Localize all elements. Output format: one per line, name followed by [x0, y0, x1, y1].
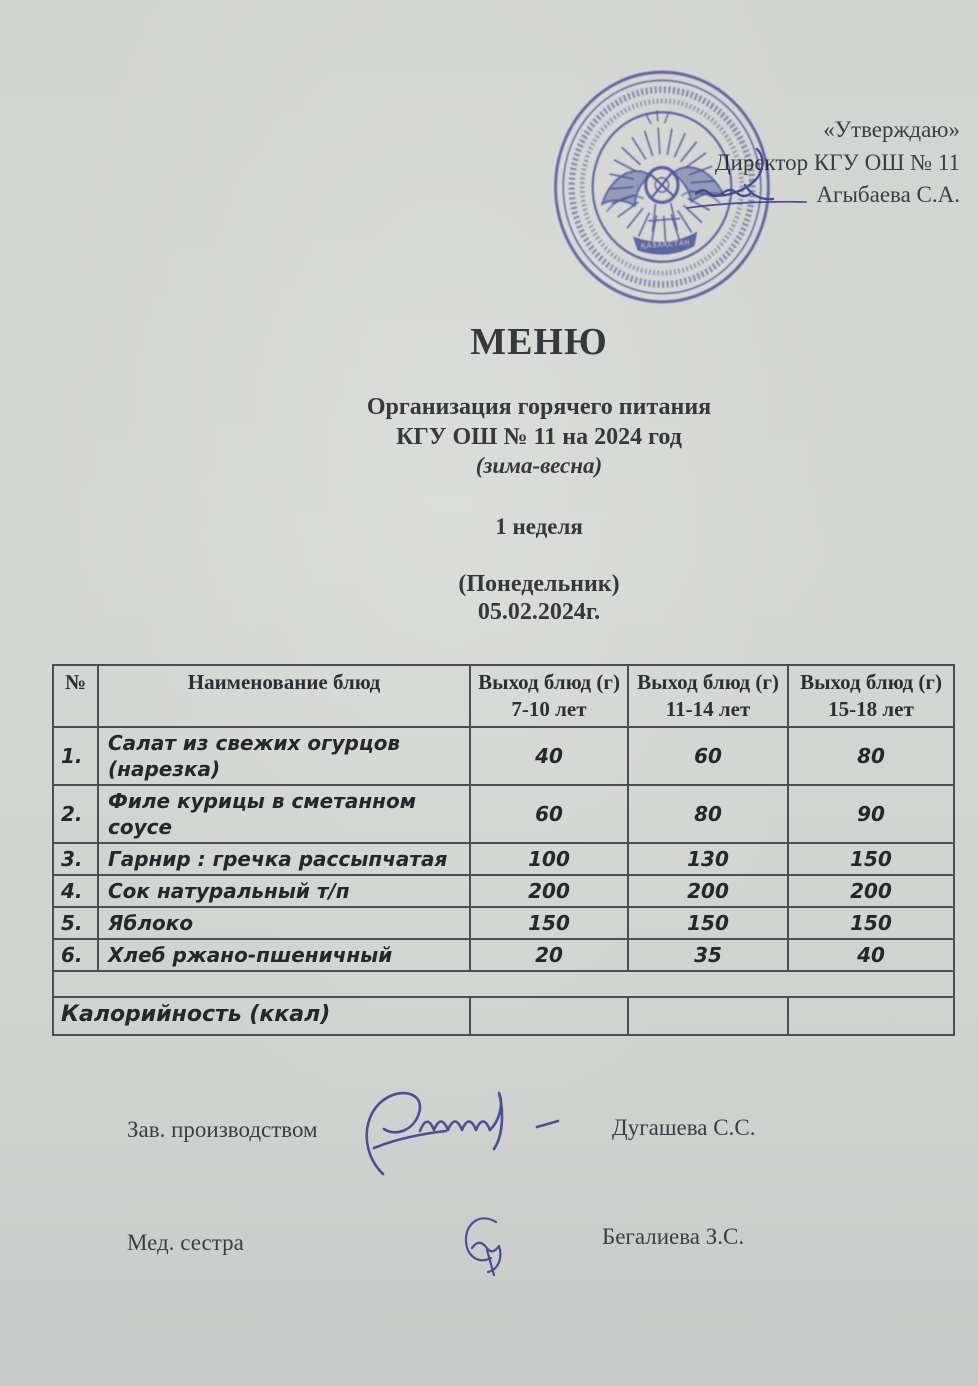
portion-11-14: 150: [628, 907, 788, 939]
seal-rim-microtext: [566, 83, 759, 291]
subtitle-line-1: Организация горячего питания: [366, 394, 712, 420]
row-number: 4.: [53, 875, 98, 907]
table-row: [53, 939, 954, 971]
weekday-label: (Понедельник): [458, 571, 620, 597]
official-seal-stamp: [548, 64, 776, 310]
portion-7-10: 100: [470, 843, 628, 875]
season-label: (зима-весна): [475, 453, 603, 478]
col-header-dish: Наименование блюд: [98, 665, 470, 727]
portion-15-18: 150: [788, 843, 954, 875]
calories-value-15-18: [788, 997, 954, 1035]
col-header-age-15-18: Выход блюд (г) 15-18 лет: [788, 665, 954, 727]
portion-7-10: 40: [470, 727, 628, 785]
portion-15-18: 90: [788, 785, 954, 843]
portion-7-10: 60: [470, 785, 628, 843]
portion-15-18: 80: [788, 727, 954, 785]
table-row: [53, 727, 954, 785]
row-number: 6.: [53, 939, 98, 971]
empty-cell: [53, 971, 954, 997]
dish-name: Яблоко: [98, 907, 470, 939]
portion-11-14: 35: [628, 939, 788, 971]
approval-director-line: Директор КГУ ОШ № 11: [714, 149, 960, 175]
calories-value-11-14: [628, 997, 788, 1035]
portion-15-18: 200: [788, 875, 954, 907]
menu-table: [52, 664, 955, 1036]
col-header-number: №: [53, 665, 98, 727]
dish-name: Хлеб ржано-пшеничный: [98, 939, 470, 971]
approval-director-name: Агыбаева С.А.: [816, 182, 960, 208]
col-header-age-7-10: Выход блюд (г) 7-10 лет: [470, 665, 628, 727]
dish-name: Филе курицы в сметанном соусе: [98, 785, 470, 843]
signature-name-nurse: Бегалиева З.С.: [602, 1224, 745, 1249]
portion-15-18: 40: [788, 939, 954, 971]
portion-11-14: 80: [628, 785, 788, 843]
portion-11-14: 60: [628, 727, 788, 785]
signature-name-production-manager: Дугашева С.С.: [612, 1115, 756, 1140]
row-number: 3.: [53, 843, 98, 875]
approval-quote: «Утверждаю»: [823, 117, 960, 142]
table-row: [53, 907, 954, 939]
portion-11-14: 200: [628, 875, 788, 907]
signature-role-production-manager: Зав. производством: [127, 1117, 318, 1142]
table-row: [53, 875, 954, 907]
portion-11-14: 130: [628, 843, 788, 875]
dish-name: Салат из свежих огурцов (нарезка): [98, 727, 470, 785]
calories-value-7-10: [470, 997, 628, 1035]
portion-7-10: 150: [470, 907, 628, 939]
portion-15-18: 150: [788, 907, 954, 939]
row-number: 5.: [53, 907, 98, 939]
document-title: МЕНЮ: [470, 321, 608, 363]
week-label: 1 неделя: [495, 514, 583, 539]
empty-spacer-row: [53, 971, 954, 997]
production-manager-signature: [367, 1093, 558, 1174]
table-row: [53, 785, 954, 843]
table-row: [53, 843, 954, 875]
date-label: 05.02.2024г.: [477, 599, 601, 625]
dish-name: Сок натуральный т/п: [98, 875, 470, 907]
portion-7-10: 20: [470, 939, 628, 971]
dish-name: Гарнир : гречка рассыпчатая: [98, 843, 470, 875]
seal-wings: [600, 165, 724, 212]
seal-banner-text: ҚАЗАҚСТАН: [640, 238, 691, 251]
col-header-age-11-14: Выход блюд (г) 11-14 лет: [628, 665, 788, 727]
signature-role-nurse: Мед. сестра: [127, 1230, 244, 1255]
row-number: 2.: [53, 785, 98, 843]
calories-label: Калорийность (ккал): [53, 997, 470, 1035]
subtitle-line-2: КГУ ОШ № 11 на 2024 год: [396, 424, 682, 450]
portion-7-10: 200: [470, 875, 628, 907]
nurse-signature: [466, 1218, 500, 1275]
calories-row: [53, 997, 954, 1035]
table-header-row: [53, 665, 954, 727]
row-number: 1.: [53, 727, 98, 785]
